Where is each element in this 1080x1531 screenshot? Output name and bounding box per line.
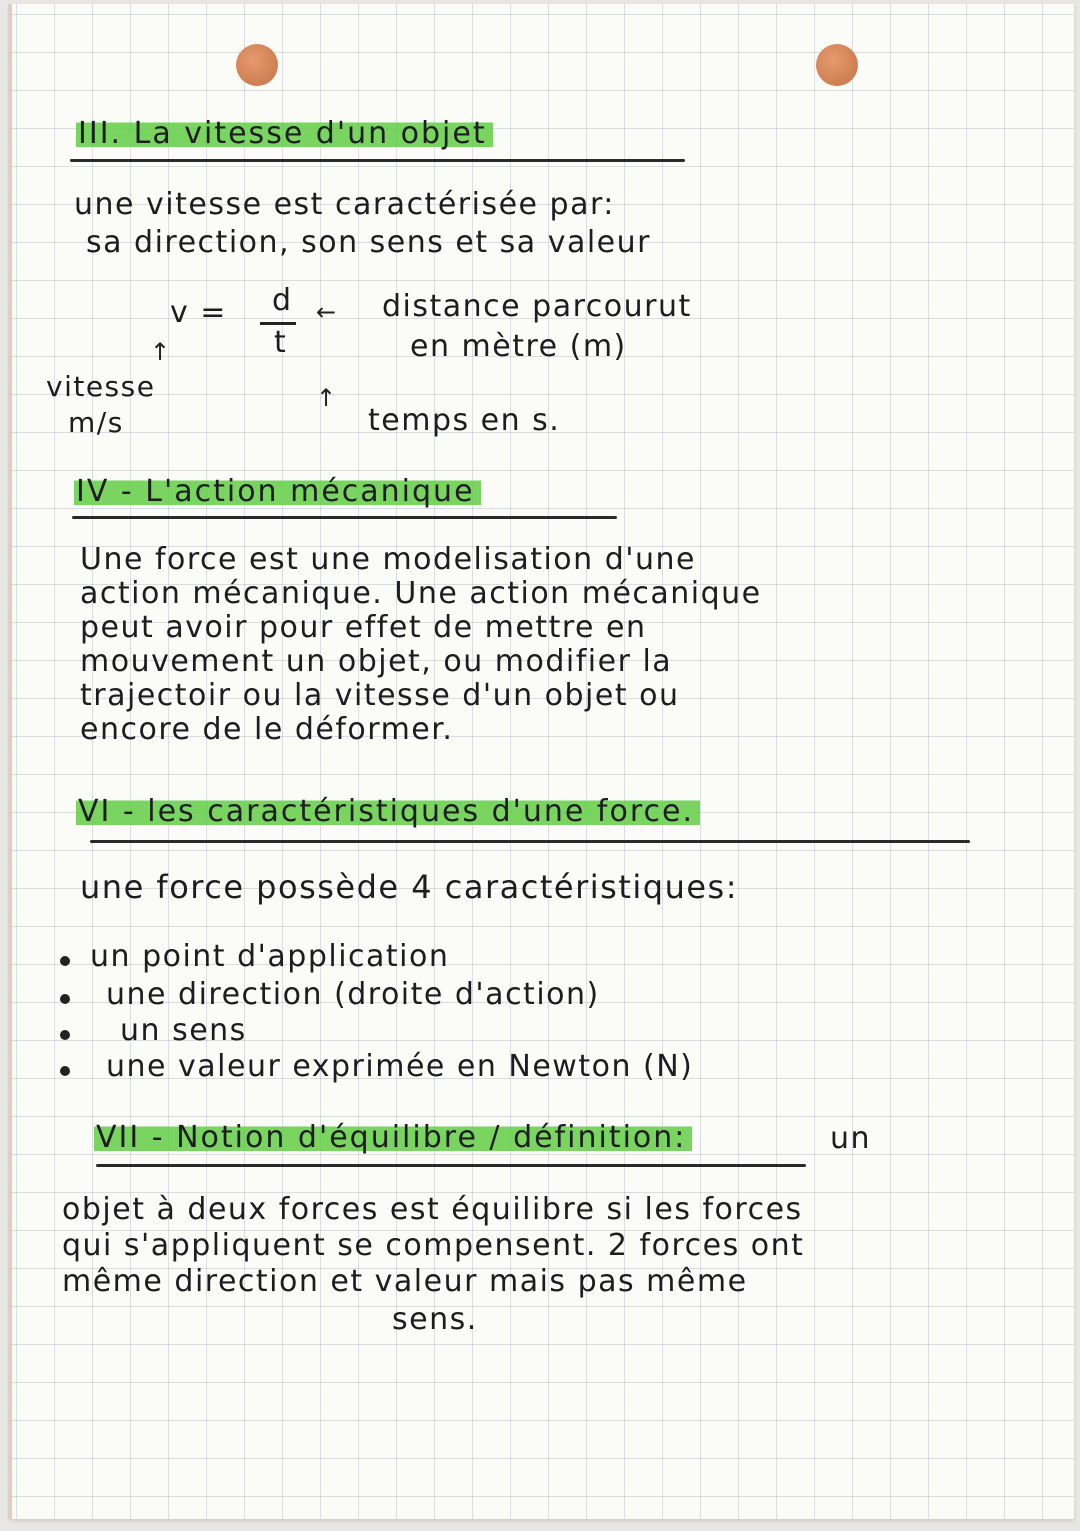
paragraph-line: encore de le déformer. bbox=[80, 712, 454, 747]
paragraph-line: Une force est une modelisation d'une bbox=[80, 542, 696, 577]
paragraph-line: sens. bbox=[392, 1302, 478, 1337]
notebook-page bbox=[10, 4, 1074, 1519]
speed-definition-line-2: sa direction, son sens et sa valeur bbox=[86, 225, 651, 260]
list-item: une direction (droite d'action) bbox=[106, 977, 600, 1012]
force-intro: une force possède 4 caractéristiques: bbox=[80, 868, 738, 906]
bullet-icon bbox=[60, 1030, 70, 1040]
bullet-icon bbox=[60, 1066, 70, 1076]
paragraph-line: même direction et valeur mais pas même bbox=[62, 1264, 748, 1299]
section-3-title bbox=[76, 116, 493, 152]
paragraph-line: peut avoir pour effet de mettre en bbox=[80, 610, 647, 645]
formula-numerator: d bbox=[272, 283, 293, 318]
arrow-up-icon-2: ↑ bbox=[316, 384, 337, 412]
time-label: temps en s. bbox=[368, 403, 561, 438]
section-3-title-text: III. La vitesse d'un objet bbox=[76, 116, 493, 151]
section-6-underline bbox=[90, 840, 970, 843]
section-4-title-text: IV - L'action mécanique bbox=[74, 474, 481, 509]
page-margin-line bbox=[10, 4, 12, 1519]
bullet-icon bbox=[60, 956, 70, 966]
section-6-title-text: VI - les caractéristiques d'une force. bbox=[76, 794, 700, 829]
speed-label: vitesse bbox=[46, 370, 156, 403]
paragraph-line: mouvement un objet, ou modifier la bbox=[80, 644, 673, 679]
speed-definition-line-1: une vitesse est caractérisée par: bbox=[74, 187, 615, 222]
formula-lhs: v = bbox=[170, 295, 227, 330]
paragraph-line: objet à deux forces est équilibre si les forces bbox=[62, 1192, 803, 1227]
speed-unit: m/s bbox=[68, 406, 124, 439]
section-3-underline bbox=[70, 159, 685, 162]
list-item: un sens bbox=[120, 1013, 247, 1048]
paragraph-line: trajectoir ou la vitesse d'un objet ou bbox=[80, 678, 680, 713]
section-4-title bbox=[74, 474, 481, 510]
section-4-underline bbox=[72, 516, 617, 519]
formula-denominator: t bbox=[274, 325, 288, 360]
section-7-title-text: VII - Notion d'équilibre / définition: bbox=[94, 1120, 692, 1155]
section-7-title bbox=[94, 1120, 692, 1156]
punch-hole-left bbox=[236, 44, 278, 86]
list-item: une valeur exprimée en Newton (N) bbox=[106, 1049, 694, 1084]
paragraph-line: action mécanique. Une action mécanique bbox=[80, 576, 762, 611]
list-item: un point d'application bbox=[90, 939, 450, 974]
arrow-up-icon: ↑ bbox=[150, 338, 171, 366]
distance-label-line-1: distance parcourut bbox=[382, 289, 692, 324]
paragraph-line: qui s'appliquent se compensent. 2 forces ont bbox=[62, 1228, 805, 1263]
bullet-icon bbox=[60, 994, 70, 1004]
section-7-underline bbox=[96, 1164, 806, 1167]
arrow-left-icon: ← bbox=[316, 298, 337, 326]
punch-hole-right bbox=[816, 44, 858, 86]
section-7-title-tail: un bbox=[830, 1121, 872, 1156]
section-6-title bbox=[76, 794, 700, 830]
distance-label-line-2: en mètre (m) bbox=[410, 329, 627, 364]
